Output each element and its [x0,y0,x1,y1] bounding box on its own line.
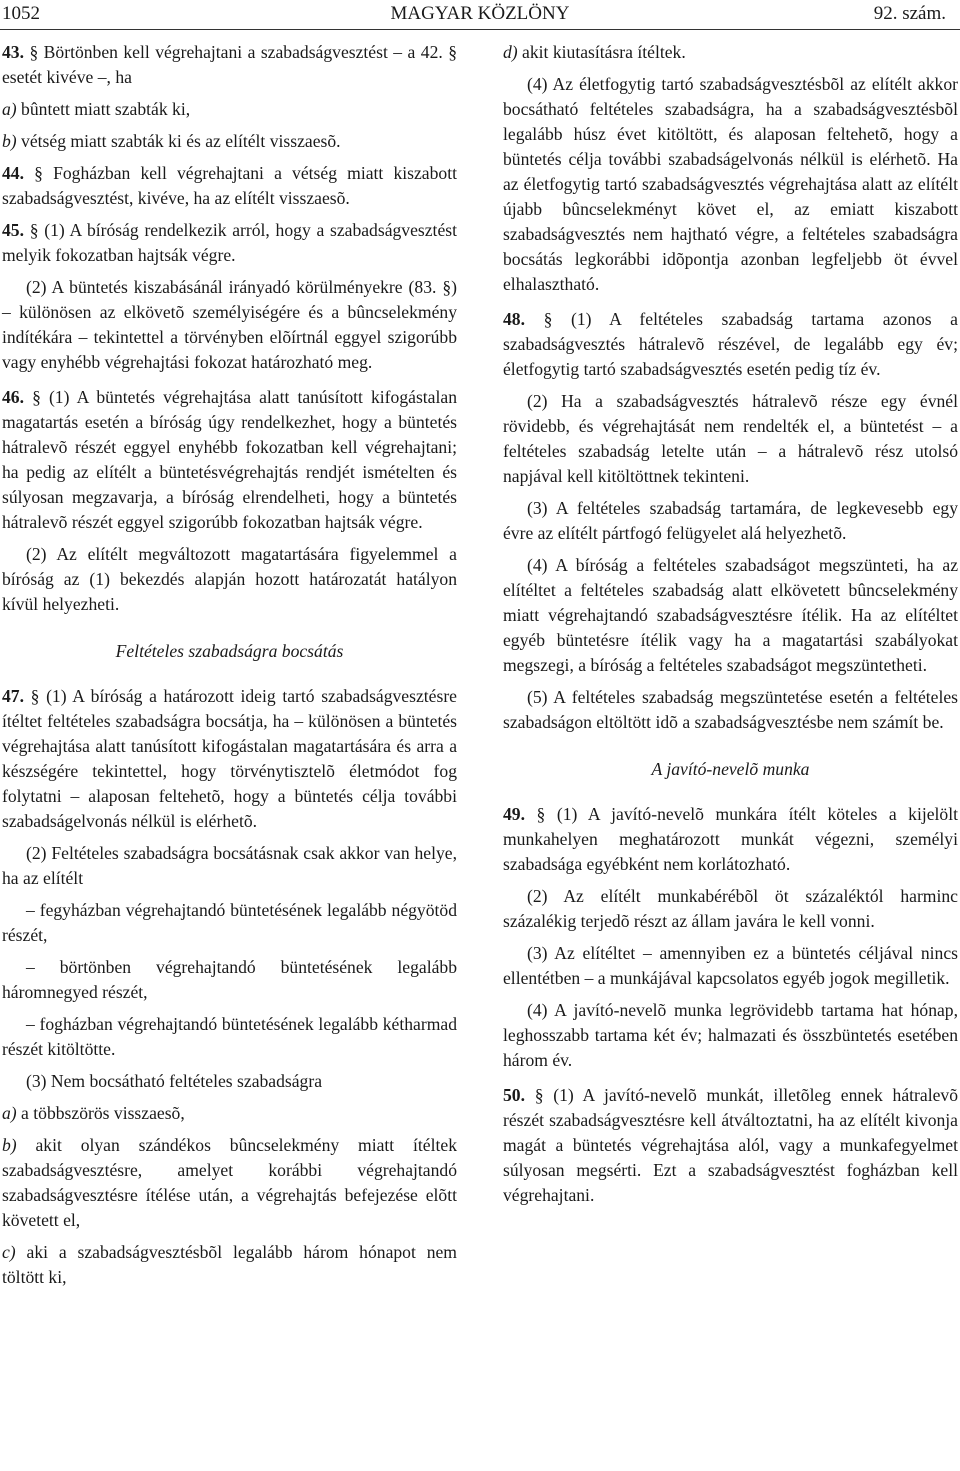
paragraph: (2) A büntetés kiszabásánál irányadó körülményekre (83. §) – különösen az elkövetõ személyiségére és a bûncselekmény indítékára – tekintettel a törvényben elõírtnál eggyel szigorúbb vagy enyhébb végrehajtási fokozat határozható meg. [2,277,457,372]
paragraph: 50. § (1) A javító-nevelõ munkát, illetõleg ennek hátralevõ részét szabadságvesztésre kell átváltoztatni, ha az elítélt kivonja magát a büntetés végrehajtása alól, vagy a munkafegyelmet súlyosan megsérti. Ezt a szabadságvesztést fogházban kell végrehajtani. [503,1085,958,1205]
list-item: – fegyházban végrehajtandó büntetésének legalább négyötöd részét, [2,900,457,945]
point-label: b) [2,131,17,151]
section-heading: A javító-nevelõ munka [651,759,810,779]
left-column [2,40,457,1297]
paragraph: (2) Az elítélt megváltozott magatartására figyelemmel a bíróság az (1) bekezdés alapján hozott határozatát hatályon kívül helyezheti. [2,544,457,614]
list-item: – börtönben végrehajtandó büntetésének legalább háromnegyed részét, [2,957,457,1002]
paragraph: a) bûntett miatt szabták ki, [2,99,191,119]
point-label: d) [503,42,518,62]
section-number: 44. [2,163,24,183]
point-label: c) [2,1242,16,1262]
section-number: 47. [2,686,24,706]
paragraph: 49. § (1) A javító-nevelõ munkára ítélt köteles a kijelölt munkahelyen meghatározott munkát végezni, személyi szabadsága egyébként nem korlátozható. [503,804,958,874]
paragraph: (2) Az elítélt munkabérébõl öt százaléktól harminc százalékig terjedõ részt az állam javára le kell vonni. [503,886,958,931]
point-label: a) [2,1103,17,1123]
paragraph: b) akit olyan szándékos bûncselekmény miatt ítéltek szabadságvesztésre, amelyet korábbi végrehajtandó szabadságvesztésre ítélése után, a végrehajtás befejezése elõtt követett el, [2,1135,457,1230]
journal-title: MAGYAR KÖZLÖNY [390,3,570,24]
paragraph: d) akit kiutasításra ítéltek. [503,42,686,62]
section-number: 49. [503,804,525,824]
issue-number: 92. szám. [873,3,946,24]
paragraph: (3) Az elítéltet – amennyiben ez a büntetés céljával nincs ellentétben – a munkájával kapcsolatos egyéb jogok megilletik. [503,943,958,988]
paragraph: (4) A bíróság a feltételes szabadságot megszünteti, ha az elítéltet a feltételes szabadság alatt elkövetett bûncselekmény miatt végrehajtandó szabadságvesztésre ítélik. Ha az elítéltet egyéb büntetésre ítélik vagy ha a magatartási szabályokat megszegi, a bíróság a feltételes szabadságot megszüntetheti. [503,555,958,675]
section-number: 43. [2,42,24,62]
paragraph: (5) A feltételes szabadság megszüntetése esetén a feltételes szabadságon eltöltött idõ a szabadságvesztésbe nem számít be. [503,687,958,732]
paragraph: 44. § Fogházban kell végrehajtani a vétség miatt kiszabott szabadságvesztést, kivéve, ha az elítélt visszaesõ. [2,163,457,208]
section-number: 46. [2,387,24,407]
paragraph: (3) A feltételes szabadság tartamára, de legkevesebb egy évre az elítélt pártfogó felügyelet alá helyezhetõ. [503,498,958,543]
right-column [503,40,958,1215]
page-header [0,0,960,30]
paragraph: (4) A javító-nevelõ munka legrövidebb tartama hat hónap, leghosszabb tartama két év; halmazati és összbüntetés esetében három év. [503,1000,958,1070]
point-label: a) [2,99,17,119]
paragraph: c) aki a szabadságvesztésbõl legalább három hónapot nem töltött ki, [2,1242,457,1287]
list-item: – fogházban végrehajtandó büntetésének legalább kétharmad részét kitöltötte. [2,1014,457,1059]
header-rule [0,29,960,30]
paragraph: (4) Az életfogytig tartó szabadságvesztésbõl az elítélt akkor bocsátható feltételes szabadságra, ha a szabadságvesztésbõl legalább húsz évet kitöltött, és alaposan feltehetõ, hogy a büntetés célja további szabadságelvonás nélkül is elérhetõ. Ha az életfogytig tartó szabadságvesztés végrehajtása alatt az elítélt újabb bûncselekményt követ el, az emiatt kiszabott szabadságvesztés nem hajtható végre, a feltételes szabadságra bocsátás legkorábbi idõpontja azonban legfeljebb öt évvel elhalasztható. [503,74,958,294]
section-heading: Feltételes szabadságra bocsátás [115,641,344,661]
section-number: 50. [503,1085,525,1105]
paragraph: 47. § (1) A bíróság a határozott ideig tartó szabadságvesztésre ítéltet feltételes szabadságra bocsátja, ha – különösen a büntetés végrehajtása alatt tanúsított kifogástalan magatartására és arra a készségére tekintettel, hogy törvénytisztelõ életmódot fog folytatni – alaposan feltehetõ, hogy a büntetés célja további szabadságelvonás nélkül is elérhetõ. [2,686,457,831]
paragraph: 48. § (1) A feltételes szabadság tartama azonos a szabadságvesztés hátralevõ részével, de legalább egy év; életfogytig tartó szabadságvesztés esetén pedig tíz év. [503,309,958,379]
page-number: 1052 [2,3,40,24]
section-number: 45. [2,220,24,240]
paragraph: (2) Ha a szabadságvesztés hátralevõ része egy évnél rövidebb, és végrehajtását nem rendelték el, a büntetést – a feltételes szabadság letelte után – a hátralevõ rész utolsó napjával kell kitöltöttnek tekinteni. [503,391,958,486]
paragraph: (2) Feltételes szabadságra bocsátásnak csak akkor van helye, ha az elítélt [2,843,457,888]
point-label: b) [2,1135,17,1155]
paragraph: a) a többszörös visszaesõ, [2,1103,185,1123]
paragraph: (3) Nem bocsátható feltételes szabadságra [26,1071,323,1091]
section-number: 48. [503,309,525,329]
paragraph: 45. § (1) A bíróság rendelkezik arról, hogy a szabadságvesztést melyik fokozatban hajtsák végre. [2,220,457,265]
paragraph: 46. § (1) A büntetés végrehajtása alatt tanúsított kifogástalan magatartás esetén a bíróság úgy rendelkezhet, hogy a büntetés hátralevõ részét eggyel enyhébb fokozatban kell végrehajtani; ha pedig az elítélt a büntetésvégrehajtás rendjét ismételten és súlyosan megzavarja, a bíróság elrendelheti, hogy a büntetés hátralevõ részét eggyel szigorúbb fokozatban hajtsák végre. [2,387,457,532]
paragraph: 43. § Börtönben kell végrehajtani a szabadságvesztést – a 42. § esetét kivéve –, ha [2,42,457,87]
paragraph: b) vétség miatt szabták ki és az elítélt visszaesõ. [2,131,341,151]
